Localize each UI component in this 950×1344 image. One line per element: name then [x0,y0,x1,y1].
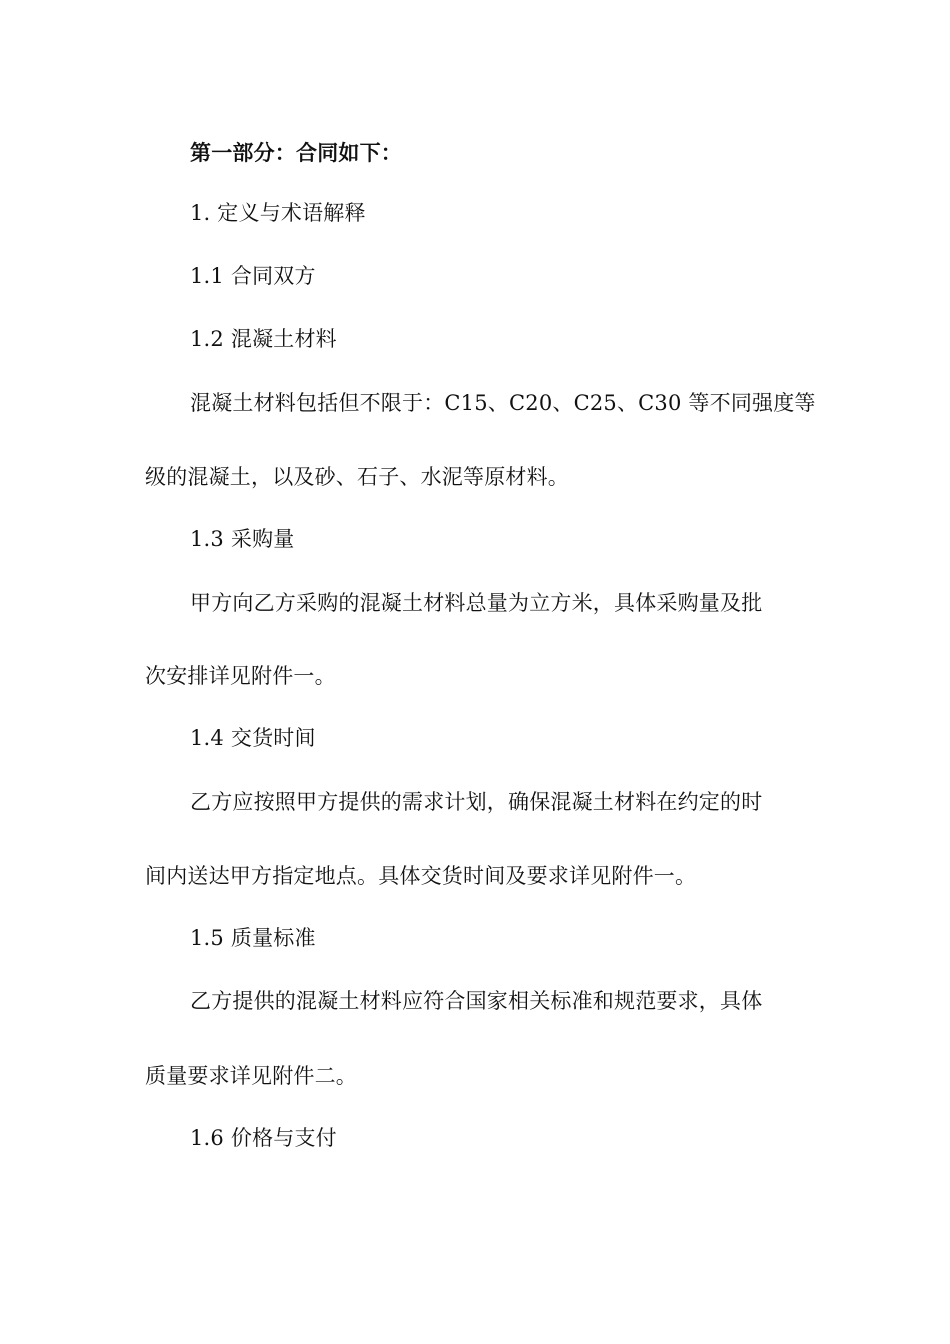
clause-1-2-text-line-1: 混凝土材料包括但不限于：C15、C20、C25、C30 等不同强度等 [190,391,816,415]
clause-1-3-text-line-2: 次安排详见附件一。 [145,664,336,688]
clause-1-5-text-line-2: 质量要求详见附件二。 [145,1064,357,1088]
clause-1-1-title: 1.1 合同双方 [190,264,316,288]
clause-1-6-title: 1.6 价格与支付 [190,1126,337,1150]
clause-1-3-text-line-1: 甲方向乙方采购的混凝土材料总量为立方米，具体采购量及批 [190,591,763,615]
clause-1-4-title: 1.4 交货时间 [190,726,316,750]
clause-1-2-title: 1.2 混凝土材料 [190,327,337,351]
clause-1-4-text-line-2: 间内送达甲方指定地点。具体交货时间及要求详见附件一。 [145,864,697,888]
clause-1-3-title: 1.3 采购量 [190,527,295,551]
clause-1-2-text-line-2: 级的混凝土，以及砂、石子、水泥等原材料。 [145,465,569,489]
clause-1-5-text-line-1: 乙方提供的混凝土材料应符合国家相关标准和规范要求，具体 [190,989,763,1013]
section-heading: 第一部分：合同如下： [190,141,402,165]
clause-1-4-text-line-1: 乙方应按照甲方提供的需求计划，确保混凝土材料在约定的时 [190,790,763,814]
clause-1-5-title: 1.5 质量标准 [190,926,316,950]
clause-1-title: 1. 定义与术语解释 [190,201,366,225]
